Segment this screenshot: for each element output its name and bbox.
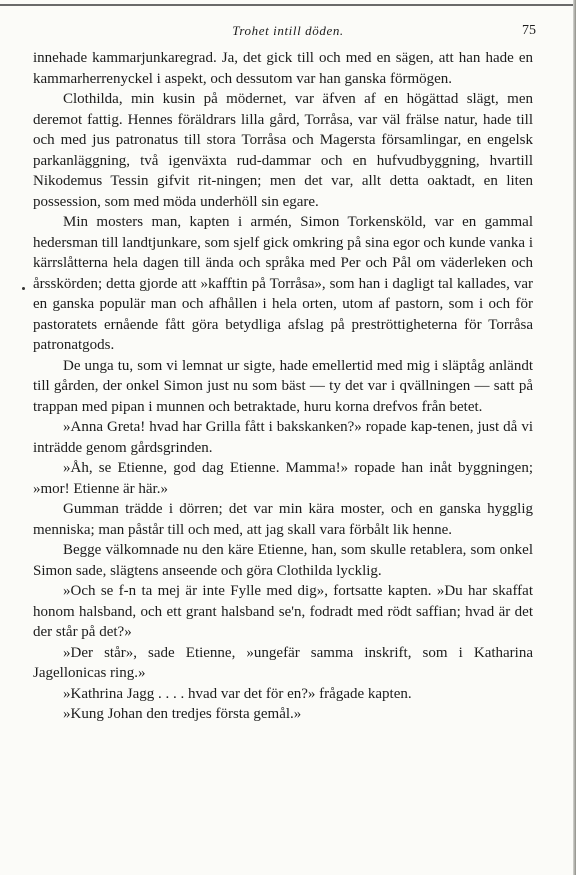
paragraph: »Kathrina Jagg . . . . hvad var det för en?» frågade kapten.	[63, 685, 412, 702]
paragraph: Begge välkomnade nu den käre Etienne, han, som skulle retablera, som onkel Simon sade, slägtens anseende och göra Clothilda lycklig.	[33, 542, 533, 579]
paragraph: innehade kammarjunkaregrad. Ja, det gick till och med en sägen, att han hade en kammarherrenyckel i aspekt, och dessutom var han ganska förmögen.	[33, 50, 533, 87]
running-header	[0, 23, 576, 43]
paragraph: »Och se f-n ta mej är inte Fylle med dig», fortsatte kapten. »Du har skaffat honom halsband, och ett grant halsband se'n, fodradt med rödt saffian; hvad är det der står på det?»	[33, 583, 533, 640]
paragraph: Gumman trädde i dörren; det var min kära moster, och en ganska hygglig menniska; man påstår till och med, att jag skall vara förbålt lik henne.	[33, 501, 533, 538]
paragraph: Min mosters man, kapten i armén, Simon Torkensköld, var en gammal hedersman till landtjunkare, som sjelf gick omkring på sina egor och kunde vanka i kärrslåtterna hela dagen till ända och språka med Per och Pål om väderleken och årsskörden; detta gjorde att »kafftin på Torråsa», som han i dagligt tal kallades, var en ganska populär man och afhållen i hela orten, utom af pastorn, som i och för pastoratets ernående fått göra betydliga afslag på preströttigheterna för Torråsa patronatgods.	[33, 214, 533, 353]
paragraph: »Anna Greta! hvad har Grilla fått i bakskanken?» ropade kap-tenen, just då vi inträdde genom gårdsgrinden.	[33, 419, 533, 456]
paragraph: »Kung Johan den tredjes första gemål.»	[63, 706, 302, 722]
paragraph: »Der står», sade Etienne, »ungefär samma inskrift, som i Katharina Jagellonicas ring.»	[33, 644, 533, 681]
paragraph: De unga tu, som vi lemnat ur sigte, hade emellertid med mig i släptåg anländt till gården, der onkel Simon just nu som bäst — ty det var i qvällningen — satt på trappan med pipan i munnen och betraktade, huru korna drefvos från betet.	[33, 357, 533, 415]
text-body	[33, 48, 533, 725]
paragraph: Clothilda, min kusin på mödernet, var äfven af en högättad slägt, men deremot fattig. Hennes föräldrars lilla gård, Torråsa, var väl frälse natur, hade till och med jus patronatus till stora Torråsa och Magersta församlingar, en engelsk parkanläggning, två igenväxta rud-dammar och en hufvudbyggning, hvartill Nikodemus Tessin gifvit rit-ningen; men det var, allt detta oaktadt, en liten possession, som med möda underhöll sin egare.	[33, 91, 533, 210]
paragraph: »Åh, se Etienne, god dag Etienne. Mamma!» ropade han inåt byggningen; »mor! Etienne är här.»	[33, 460, 533, 497]
margin-speck	[22, 287, 25, 290]
page-number: 75	[522, 23, 536, 38]
page-top-rule	[0, 4, 576, 6]
running-title: Trohet intill döden.	[232, 23, 344, 38]
